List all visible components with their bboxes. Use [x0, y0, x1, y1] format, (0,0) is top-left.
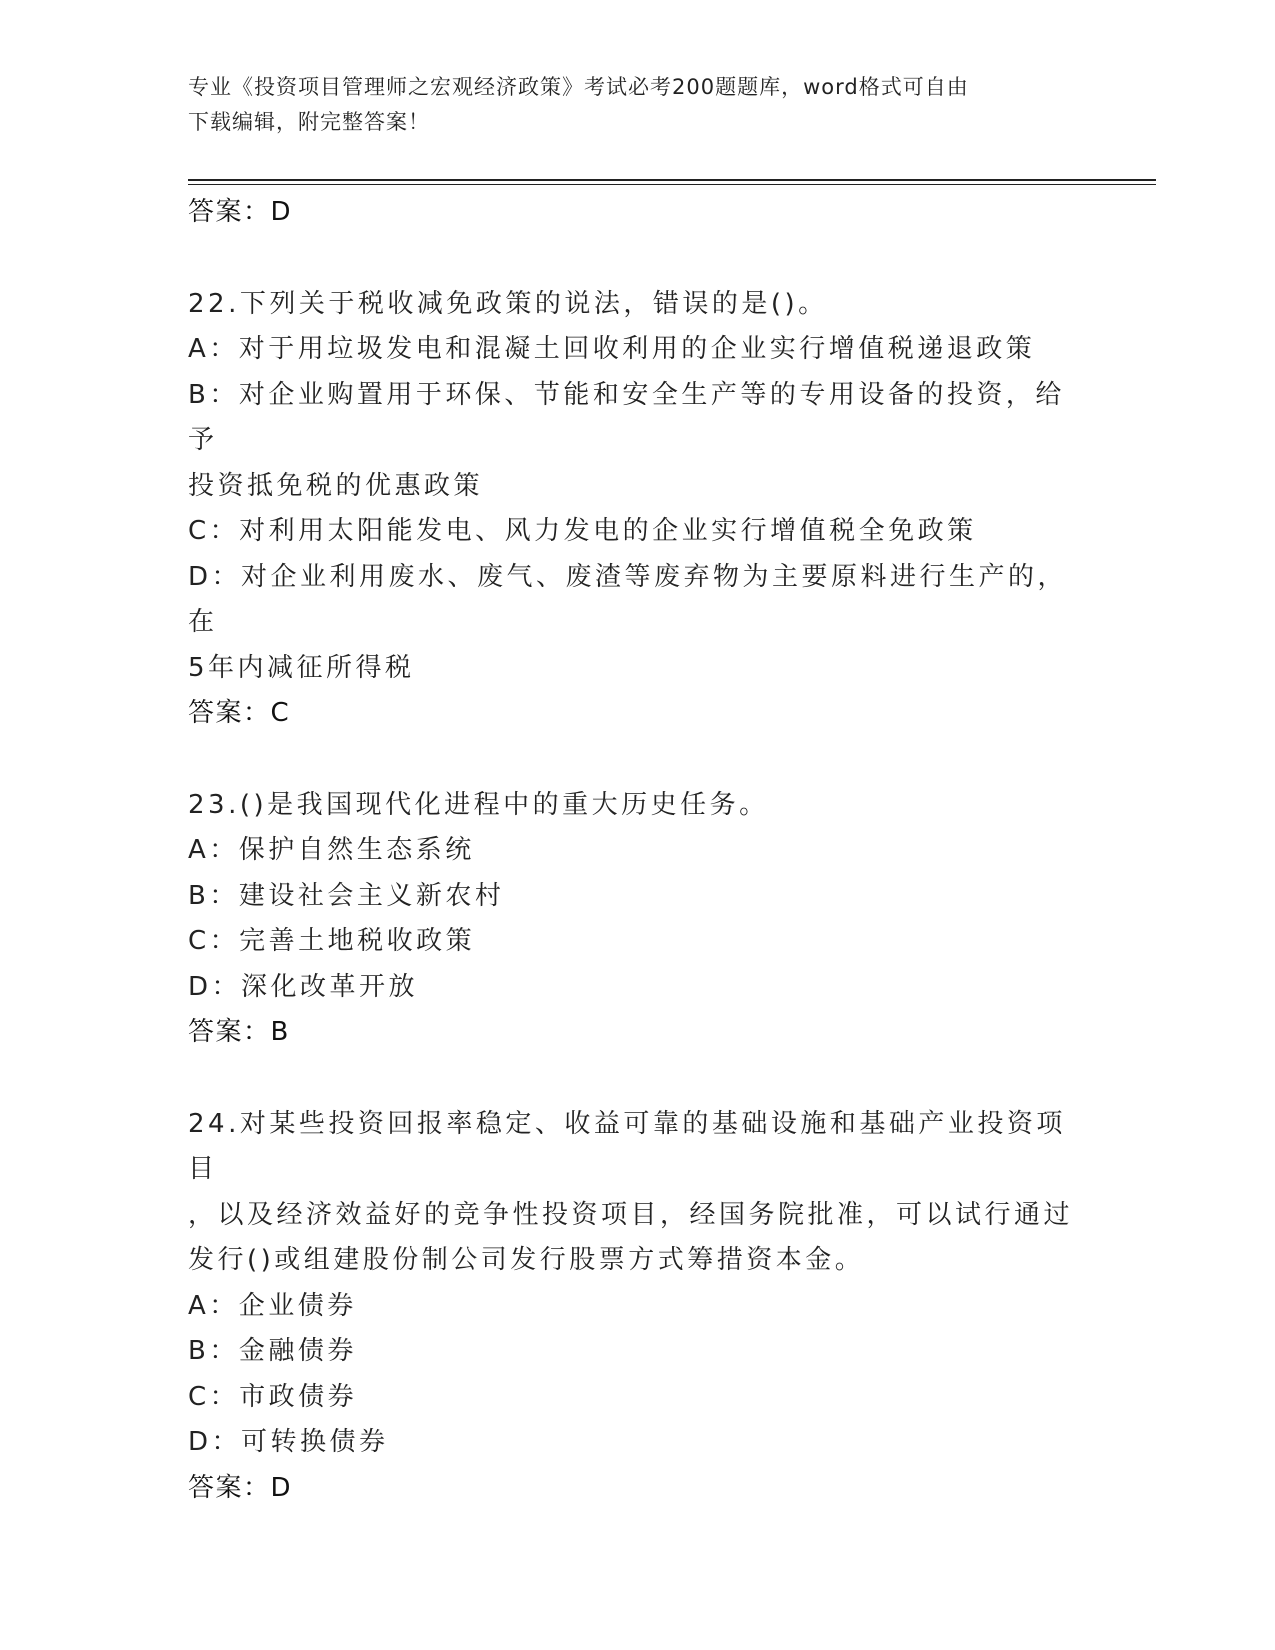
option-d: D：可转换债券	[188, 1427, 389, 1457]
question-stem: 24.对某些投资回报率稳定、收益可靠的基础设施和基础产业投资项目	[188, 1108, 1066, 1184]
question-22	[188, 282, 1088, 737]
option-d-continued: 5年内减征所得税	[188, 652, 415, 683]
header-rule-thick	[188, 179, 1156, 181]
question-24	[188, 1102, 1088, 1512]
option-b: B：对企业购置用于环保、节能和安全生产等的专用设备的投资，给予	[188, 379, 1065, 455]
question-stem: 22.下列关于税收减免政策的说法，错误的是()。	[188, 288, 828, 319]
header-line-2: 下载编辑，附完整答案！	[188, 110, 430, 134]
option-b-continued: 投资抵免税的优惠政策	[188, 470, 484, 501]
answer-line: 答案：C	[188, 698, 291, 728]
option-c: C：完善土地税收政策	[188, 926, 476, 956]
option-b: B：建设社会主义新农村	[188, 880, 505, 911]
answer-line: 答案：D	[188, 1472, 293, 1503]
option-c: C：市政债券	[188, 1381, 358, 1412]
question-23	[188, 783, 1088, 1056]
option-d: D：对企业利用废水、废气、废渣等废弃物为主要原料进行生产的，在	[188, 561, 1068, 637]
answer-line: 答案：B	[188, 1017, 290, 1047]
answer-line: 答案：D	[188, 197, 293, 227]
option-c: C：对利用太阳能发电、风力发电的企业实行增值税全免政策	[188, 516, 977, 546]
header-rule-thin	[188, 184, 1156, 185]
option-d: D：深化改革开放	[188, 971, 419, 1002]
question-stem: 23.()是我国现代化进程中的重大历史任务。	[188, 789, 769, 820]
document-content	[188, 190, 1088, 1511]
question-stem-continued: ，以及经济效益好的竞争性投资项目，经国务院批准，可以试行通过	[188, 1199, 1074, 1230]
option-a: A：保护自然生态系统	[188, 835, 475, 865]
header-line-1: 专业《投资项目管理师之宏观经济政策》考试必考200题题库，word格式可自由	[188, 75, 969, 99]
option-a: A：对于用垃圾发电和混凝土回收利用的企业实行增值税递退政策	[188, 334, 1036, 364]
question-stem-continued: 发行()或组建股份制公司发行股票方式筹措资本金。	[188, 1245, 865, 1275]
document-header	[188, 70, 1088, 140]
option-b: B：金融债券	[188, 1336, 357, 1366]
option-a: A：企业债券	[188, 1290, 357, 1321]
